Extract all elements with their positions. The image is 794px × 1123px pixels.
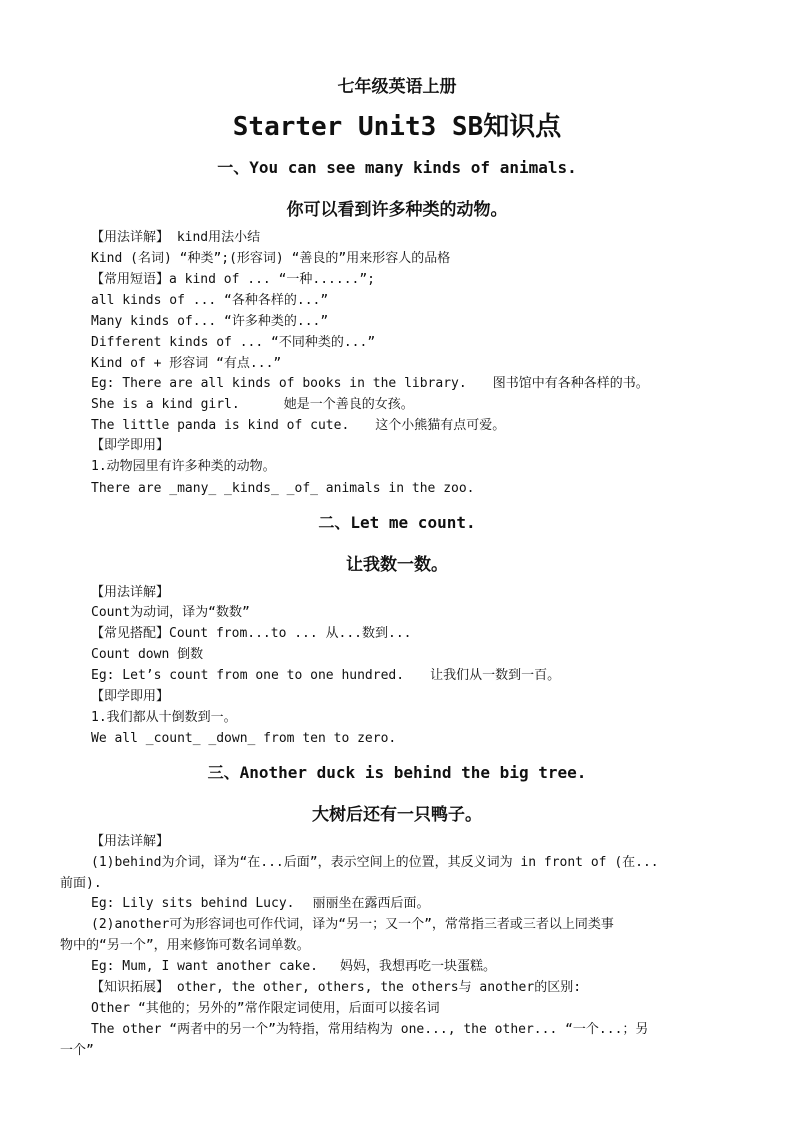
s3-line-9: Other “其他的；另外的”常作限定词使用，后面可以接名词 (91, 1001, 440, 1016)
section3-heading-en: 三、Another duck is behind the big tree. (207, 763, 587, 782)
s1-line-3: 【常用短语】a kind of ... “一种......”; (91, 272, 376, 287)
s1-line-8-cn: 图书馆中有各种各样的书。 (492, 376, 649, 391)
s1-line-10 (91, 417, 505, 435)
s2-line-5-en: Eg: Let’s count from one to one hundred. (91, 668, 405, 683)
s3-line-7 (91, 958, 496, 976)
s2-line-1: 【用法详解】 (91, 585, 170, 600)
s1-line-10-cn: 这个小熊猫有点可爱。 (375, 418, 506, 433)
s1-line-8-en: Eg: There are all kinds of books in the library. (91, 376, 467, 391)
s3-line-10: The other “两者中的另一个”为特指，常用结构为 one..., the other... “一个...；另 (91, 1022, 649, 1037)
s1-line-12: 1.动物园里有许多种类的动物。 (91, 459, 276, 474)
s1-line-8 (91, 375, 649, 393)
s2-line-8: We all _count_ _down_ from ten to zero. (91, 731, 397, 746)
section3-heading-cn: 大树后还有一只鸭子。 (312, 805, 482, 825)
s1-line-10-en: The little panda is kind of cute. (91, 418, 350, 433)
s2-line-7: 1.我们都从十倒数到一。 (91, 710, 237, 725)
s1-line-5: Many kinds of... “许多种类的...” (91, 314, 329, 329)
section1-heading-en: 一、You can see many kinds of animals. (217, 158, 577, 177)
s3-line-8: 【知识拓展】 other, the other, others, the others与 another的区别: (91, 980, 582, 995)
document-title: 七年级英语上册 (337, 77, 457, 97)
s2-line-2: Count为动词，译为“数数” (91, 605, 250, 620)
s3-line-11: 一个” (60, 1043, 94, 1058)
section1-heading-cn: 你可以看到许多种类的动物。 (286, 200, 508, 220)
s3-line-6: 物中的“另一个”，用来修饰可数名词单数。 (60, 938, 310, 953)
s1-line-9-en: She is a kind girl. (91, 397, 240, 412)
s1-line-9 (91, 396, 414, 414)
s2-line-6: 【即学即用】 (91, 689, 170, 704)
s2-line-4: Count down 倒数 (91, 647, 204, 662)
s1-line-13: There are _many_ _kinds_ _of_ animals in the zoo. (91, 481, 475, 496)
s3-line-7-cn: 妈妈，我想再吃一块蛋糕。 (339, 959, 496, 974)
s3-line-5: (2)another可为形容词也可作代词，译为“另一；又一个”，常常指三者或三者以上同类事 (91, 917, 614, 932)
s1-line-1: 【用法详解】 kind用法小结 (91, 230, 261, 245)
section2-heading-cn: 让我数一数。 (346, 555, 448, 575)
s1-line-9-cn: 她是一个善良的女孩。 (283, 397, 414, 412)
document-subtitle: Starter Unit3 SB知识点 (232, 112, 562, 142)
s1-line-7: Kind of + 形容词 “有点...” (91, 356, 282, 371)
s1-line-4: all kinds of ... “各种各样的...” (91, 293, 329, 308)
s3-line-3: 前面). (60, 876, 102, 891)
s3-line-7-en: Eg: Mum, I want another cake. (91, 959, 318, 974)
s3-line-1: 【用法详解】 (91, 834, 170, 849)
s2-line-5-cn: 让我们从一数到一百。 (430, 668, 561, 683)
s3-line-4-cn: 丽丽坐在露西后面。 (312, 896, 430, 911)
section2-heading-en: 二、Let me count. (318, 513, 476, 532)
s2-line-3: 【常见搭配】Count from...to ... 从...数到... (91, 626, 412, 641)
s1-line-11: 【即学即用】 (91, 438, 170, 453)
s1-line-2: Kind (名词) “种类”;(形容词) “善良的”用来形容人的品格 (91, 251, 451, 266)
s3-line-4-en: Eg: Lily sits behind Lucy. (91, 896, 295, 911)
s1-line-6: Different kinds of ... “不同种类的...” (91, 335, 376, 350)
s3-line-2: (1)behind为介词，译为“在...后面”，表示空间上的位置，其反义词为 in front of (在... (91, 855, 659, 870)
s2-line-5 (91, 667, 560, 685)
s3-line-4 (91, 895, 430, 913)
